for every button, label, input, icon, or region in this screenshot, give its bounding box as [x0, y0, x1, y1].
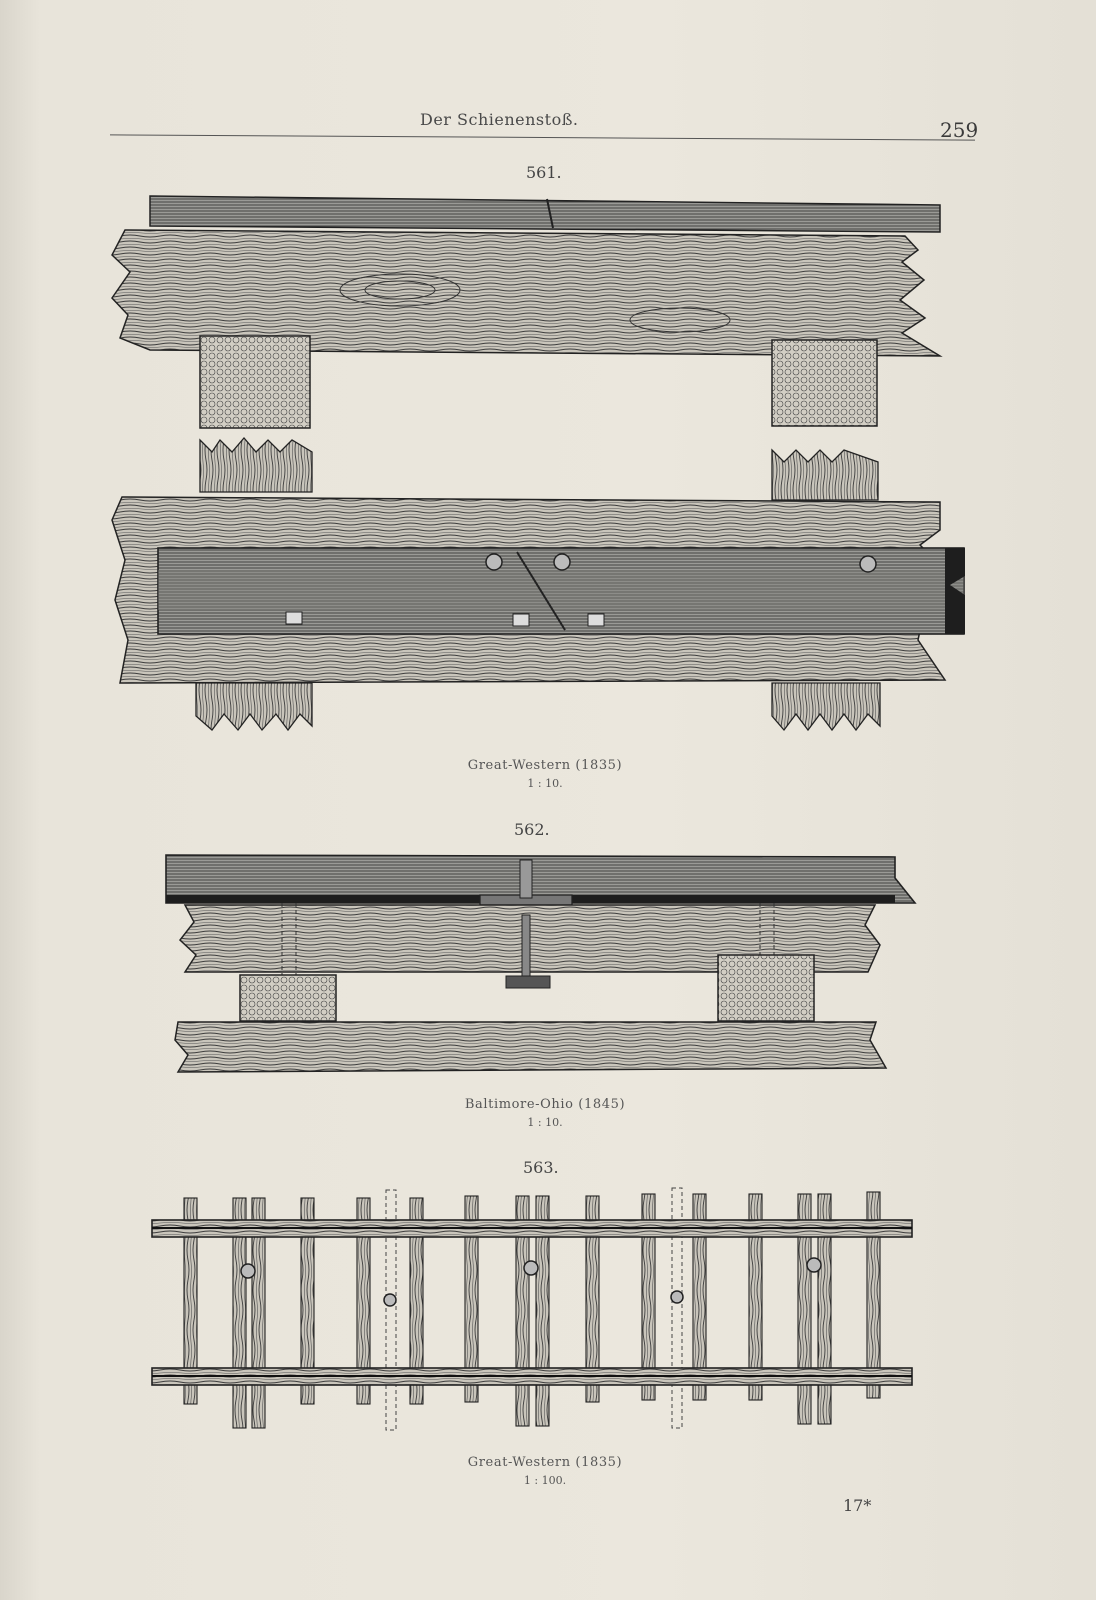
sheet-signature: 17*: [843, 1496, 872, 1515]
figure-563-caption: [420, 1455, 670, 1487]
running-title: Der Schienenstoß.: [420, 110, 579, 129]
figure-563-title: Great-Western (1835): [467, 1455, 623, 1470]
figure-561-scale: 1 : 10.: [527, 777, 563, 790]
figure-562-number: 562.: [514, 820, 550, 839]
figure-562-title: Baltimore-Ohio (1845): [464, 1097, 626, 1112]
figure-561-number: 561.: [526, 163, 562, 182]
figure-562-scale: 1 : 10.: [527, 1116, 563, 1129]
figure-563-scale: 1 : 100.: [523, 1474, 567, 1487]
figure-563-number: 563.: [523, 1158, 559, 1177]
figure-561-title: Great-Western (1835): [467, 758, 623, 773]
page-number: 259: [940, 118, 979, 142]
